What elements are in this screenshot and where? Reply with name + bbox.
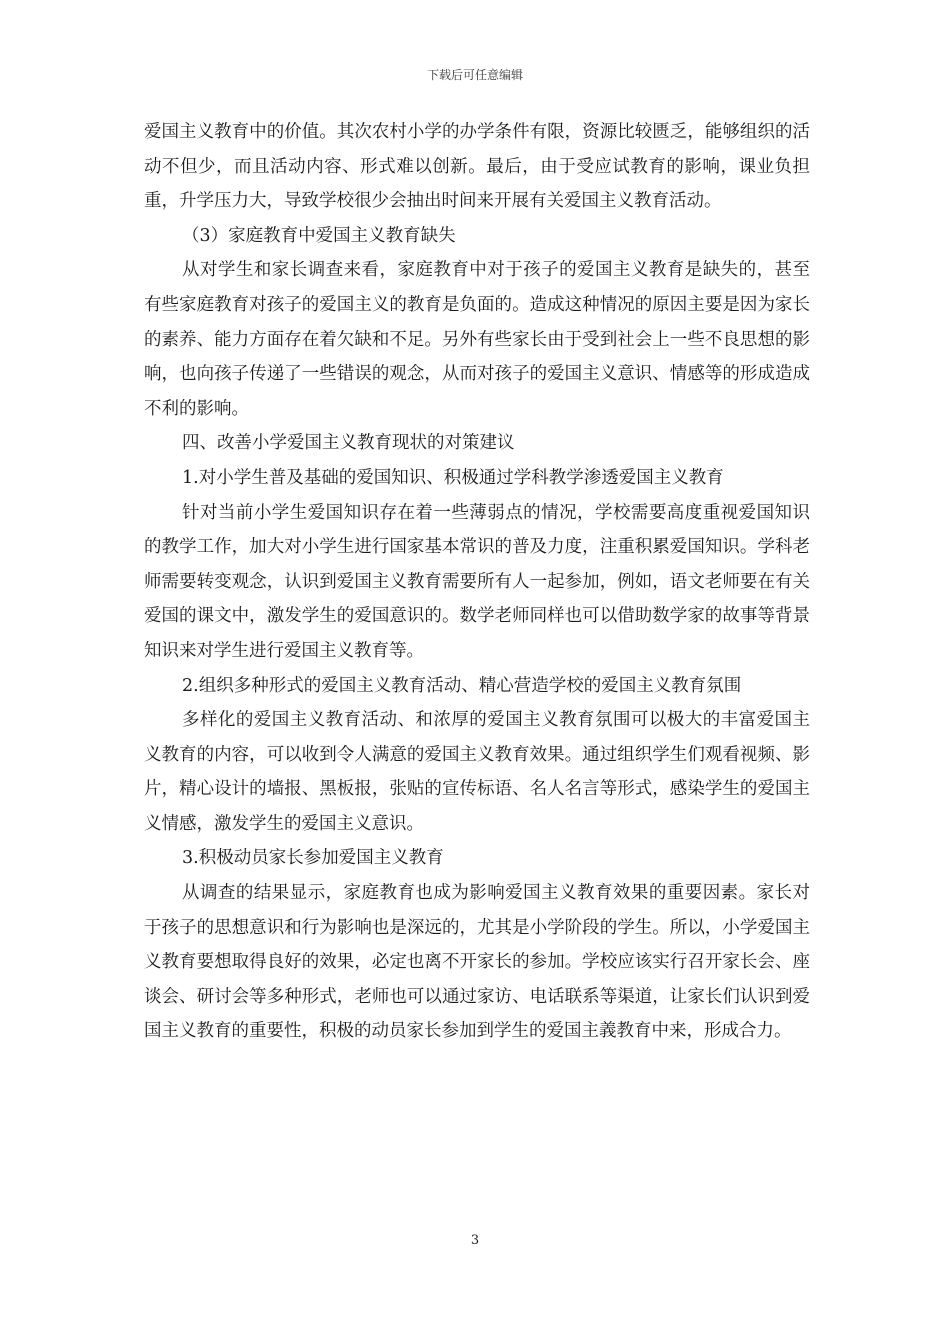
- paragraph: 爱国主义教育中的价值。其次农村小学的办学条件有限，资源比较匮乏，能够组织的活动不但少，而且活动内容、形式难以创新。最后，由于受应试教育的影响，课业负担重，升学压力大，导致学校很少会抽出时间来开展有关爱国主义教育活动。: [144, 122, 810, 212]
- subsection-heading: 3.积极动员家长参加爱国主义教育: [182, 848, 444, 869]
- section-heading: 四、改善小学爱国主义教育现状的对策建议: [182, 433, 515, 454]
- subsection-heading: （3）家庭教育中爱国主义教育缺失: [182, 225, 456, 246]
- paragraph: 从对学生和家长调查来看，家庭教育中对于孩子的爱国主义教育是缺失的，甚至有些家庭教育对孩子的爱国主义的教育是负面的。造成这种情况的原因主要是因为家长的素养、能力方面存在着欠缺和不足。另外有些家长由于受到社会上一些不良思想的影响，也向孩子传递了一些错误的观念，从而对孩子的爱国主义意识、情感等的形成造成不利的影响。: [144, 260, 810, 419]
- document-body: [144, 115, 810, 1049]
- page-header: 下载后可任意编辑: [426, 68, 523, 82]
- paragraph: 多样化的爱国主义教育活动、和浓厚的爱国主义教育氛围可以极大的丰富爱国主义教育的内容，可以收到令人满意的爱国主义教育效果。通过组织学生们观看视频、影片，精心设计的墙报、黑板报，张贴的宣传标语、名人名言等形式，感染学生的爱国主义情感，激发学生的爱国主义意识。: [144, 710, 810, 834]
- subsection-heading: 1.对小学生普及基础的爱国知识、积极通过学科教学渗透爱国主义教育: [182, 467, 724, 488]
- subsection-heading: 2.组织多种形式的爱国主义教育活动、精心营造学校的爱国主义教育氛围: [182, 675, 742, 696]
- paragraph: 从调查的结果显示，家庭教育也成为影响爱国主义教育效果的重要因素。家长对于孩子的思想意识和行为影响也是深远的，尤其是小学阶段的学生。所以，小学爱国主义教育要想取得良好的效果，必定也离不开家长的参加。学校应该实行召开家长会、座谈会、研讨会等多种形式，老师也可以通过家访、电话联系等渠道，让家长们认识到爱国主义教育的重要性，积极的动员家长参加到学生的爱国主義教育中来，形成合力。: [144, 883, 810, 1042]
- paragraph: 针对当前小学生爱国知识存在着一些薄弱点的情况，学校需要高度重视爱国知识的教学工作，加大对小学生进行国家基本常识的普及力度，注重积累爱国知识。学科老师需要转变观念，认识到爱国主义教育需要所有人一起参加，例如，语文老师要在有关爱国的课文中，激发学生的爱国意识的。数学老师同样也可以借助数学家的故事等背景知识来对学生进行爱国主义教育等。: [144, 502, 810, 661]
- page-number: 3: [470, 1233, 480, 1248]
